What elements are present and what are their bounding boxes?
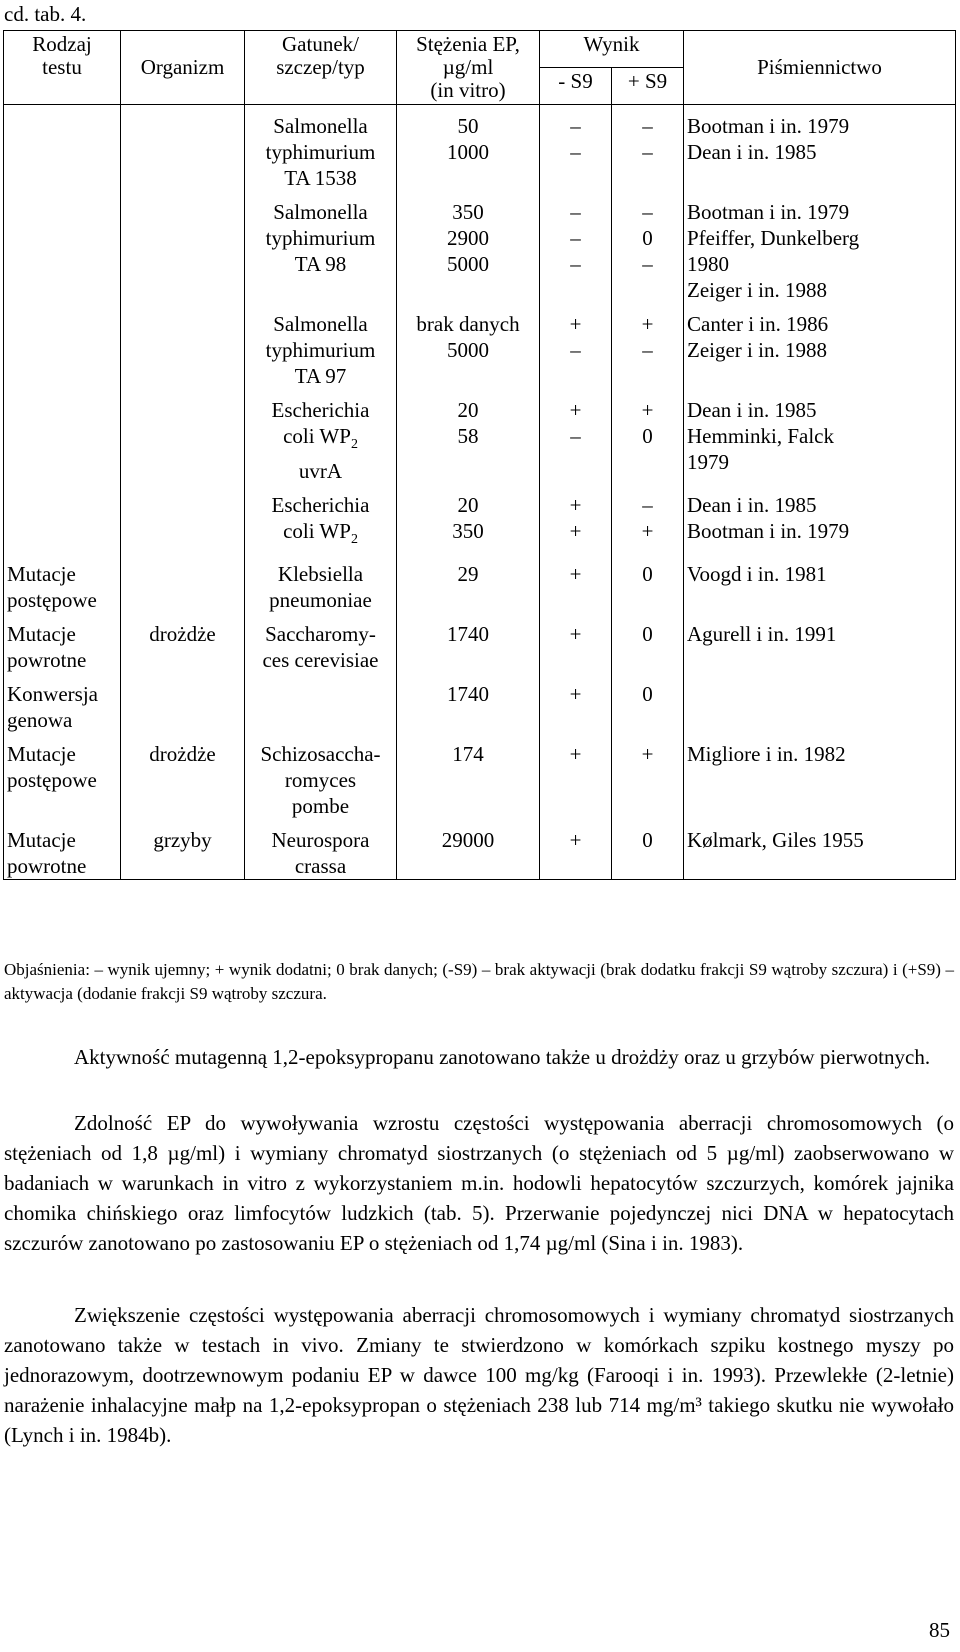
cell-plus-s9: – 0 – <box>612 191 684 303</box>
table-body <box>4 105 956 880</box>
cell-minus-s9 <box>540 105 612 192</box>
cell-reference: Dean i in. 1985 Hemminki, Falck 1979 <box>684 389 956 484</box>
cell-reference: Kølmark, Giles 1955 <box>684 819 956 880</box>
negative-result-dash: – <box>642 140 653 164</box>
table-row <box>4 191 956 303</box>
table-row <box>4 613 956 673</box>
cell-strain: Escherichia coli $WP_2$ <box>245 484 397 553</box>
cell-plus-s9: + – <box>612 303 684 389</box>
cell-plus-s9: 0 <box>612 819 684 880</box>
page-number: 85 <box>929 1618 950 1642</box>
cell-organism <box>121 484 245 553</box>
cell-strain: Salmonella typhimurium TA 97 <box>245 303 397 389</box>
cell-organism <box>121 105 245 192</box>
cell-concentration: 29000 <box>397 819 540 880</box>
cell-concentration: 350 2900 5000 <box>397 191 540 303</box>
cell-minus-s9: + <box>540 673 612 733</box>
cell-test-type <box>4 389 121 484</box>
cell-minus-s9: + <box>540 613 612 673</box>
cell-organism: drożdże <box>121 613 245 673</box>
cell-plus-s9 <box>612 105 684 192</box>
cell-test-type: Konwersja genowa <box>4 673 121 733</box>
paragraph-3: Zwiększenie częstości występowania aberracji chromosomowych i wymiany chromatyd siostrzanych zanotowano także w testach in vivo. Zmiany te stwierdzono w komórkach szpiku kostnego myszy po jednorazowym, dootrzewnowym podaniu EP w dawce 100 mg/kg (Farooqi i in. 1993). Przewlekłe (2-letnie) narażenie inhalacyjne małp na 1,2-epoksypropan o stężeniach 238 lub 714 mg/m³ takiego skutku nie wywołało (Lynch i in. 1984b). <box>4 1303 954 1447</box>
header-organism: Organizm <box>121 31 245 105</box>
cell-strain <box>245 673 397 733</box>
cell-reference: Canter i in. 1986 Zeiger i in. 1988 <box>684 303 956 389</box>
cell-plus-s9: 0 <box>612 613 684 673</box>
header-test-type: Rodzaj testu <box>4 31 121 105</box>
cell-reference: Dean i in. 1985 Bootman i in. 1979 <box>684 484 956 553</box>
paragraph-1: Aktywność mutagenną 1,2-epoksypropanu zanotowano także u drożdży oraz u grzybów pierwotnych. <box>74 1045 931 1069</box>
table-row <box>4 303 956 389</box>
cell-reference <box>684 673 956 733</box>
negative-result-dash: – <box>570 140 581 164</box>
table-row <box>4 389 956 484</box>
paragraph-2: Zdolność EP do wywoływania wzrostu częstości występowania aberracji chromosomowych (o stężeniach od 1,8 µg/ml) i wymiany chromatyd siostrzanych (o stężeniach od 5 µg/ml) zaobserwowano w badaniach w warunkach in vitro z wykorzystaniem m.in. hodowli hepatocytów szczurzych, komórek jajnika chomika chińskiego oraz limfocytów ludzkich (tab. 5). Przerwanie pojedynczej nici DNA w hepatocytach szczurów zanotowano po zastosowaniu EP o stężeniach od 1,74 µg/ml (Sina i in. 1983). <box>4 1111 954 1255</box>
cell-minus-s9: + <box>540 553 612 613</box>
cell-minus-s9: + + <box>540 484 612 553</box>
cell-organism <box>121 303 245 389</box>
cell-reference: Agurell i in. 1991 <box>684 613 956 673</box>
cell-test-type: Mutacje postępowe <box>4 733 121 819</box>
cell-reference: Voogd i in. 1981 <box>684 553 956 613</box>
cell-plus-s9: 0 <box>612 553 684 613</box>
results-table <box>3 30 956 880</box>
table-row <box>4 553 956 613</box>
cell-concentration: 1740 <box>397 613 540 673</box>
table-row <box>4 484 956 553</box>
cell-organism <box>121 673 245 733</box>
table-row <box>4 819 956 880</box>
negative-result-dash: – <box>570 114 581 138</box>
negative-result-dash: – <box>570 424 581 448</box>
negative-result-dash: – <box>642 252 653 276</box>
header-result: Wynik <box>540 31 684 68</box>
cell-organism <box>121 389 245 484</box>
cell-plus-s9: 0 <box>612 673 684 733</box>
header-minus-s9: - S9 <box>540 68 612 105</box>
cell-plus-s9: + <box>612 733 684 819</box>
cell-reference: Migliore i in. 1982 <box>684 733 956 819</box>
header-concentration: Stężenia EP, µg/ml (in vitro) <box>397 31 540 105</box>
table-row <box>4 105 956 192</box>
negative-result-dash: – <box>570 200 581 224</box>
cell-strain: Salmonella typhimurium TA 98 <box>245 191 397 303</box>
cell-concentration: 20 58 <box>397 389 540 484</box>
cell-organism: grzyby <box>121 819 245 880</box>
strain-name-with-subscript: coli $WP_2$ <box>283 424 358 453</box>
cell-reference: Bootman i in. 1979 Dean i in. 1985 <box>684 105 956 192</box>
strain-name-with-subscript: coli $WP_2$ <box>283 519 358 548</box>
cell-strain: Klebsiella pneumoniae <box>245 553 397 613</box>
cell-test-type <box>4 105 121 192</box>
cell-organism: drożdże <box>121 733 245 819</box>
cell-concentration: 29 <box>397 553 540 613</box>
table-row <box>4 673 956 733</box>
header-strain: Gatunek/ szczep/typ <box>245 31 397 105</box>
cell-strain: Escherichia coli $WP_2$ uvrA <box>245 389 397 484</box>
cell-plus-s9: + 0 <box>612 389 684 484</box>
cell-strain: Neurospora crassa <box>245 819 397 880</box>
cell-organism <box>121 191 245 303</box>
cell-strain: Salmonella typhimurium TA 1538 <box>245 105 397 192</box>
negative-result-dash: – <box>642 338 653 362</box>
cell-concentration: 50 1000 <box>397 105 540 192</box>
cell-concentration: 174 <box>397 733 540 819</box>
cell-minus-s9: + – <box>540 303 612 389</box>
cell-minus-s9: + <box>540 819 612 880</box>
cell-test-type: Mutacje powrotne <box>4 819 121 880</box>
cell-concentration: 1740 <box>397 673 540 733</box>
cell-organism <box>121 553 245 613</box>
cell-concentration: 20 350 <box>397 484 540 553</box>
table-row <box>4 733 956 819</box>
cell-test-type <box>4 303 121 389</box>
cell-concentration: brak danych 5000 <box>397 303 540 389</box>
cell-test-type <box>4 191 121 303</box>
cell-plus-s9: – + <box>612 484 684 553</box>
cell-minus-s9 <box>540 191 612 303</box>
cell-strain: Saccharomy- ces cerevisiae <box>245 613 397 673</box>
cell-strain: Schizosaccha- romyces pombe <box>245 733 397 819</box>
cell-minus-s9: + <box>540 733 612 819</box>
header-plus-s9: + S9 <box>612 68 684 105</box>
cell-test-type: Mutacje powrotne <box>4 613 121 673</box>
table-note: Objaśnienia: – wynik ujemny; + wynik dodatni; 0 brak danych; (-S9) – brak aktywacji (brak dodatku frakcji S9 wątroby szczura) i (+S9) – aktywacja (dodanie frakcji S9 wątroby szczura. <box>4 960 954 1003</box>
cell-minus-s9: + – <box>540 389 612 484</box>
cell-reference: Bootman i in. 1979 Pfeiffer, Dunkelberg 1980 Zeiger i in. 1988 <box>684 191 956 303</box>
negative-result-dash: – <box>642 493 653 518</box>
table-caption: cd. tab. 4. <box>4 2 87 26</box>
negative-result-dash: – <box>570 252 581 276</box>
cell-test-type <box>4 484 121 553</box>
negative-result-dash: – <box>642 200 653 224</box>
negative-result-dash: – <box>570 338 581 362</box>
header-references: Piśmiennictwo <box>684 31 956 105</box>
cell-test-type: Mutacje postępowe <box>4 553 121 613</box>
negative-result-dash: – <box>642 114 653 138</box>
negative-result-dash: – <box>570 226 581 250</box>
